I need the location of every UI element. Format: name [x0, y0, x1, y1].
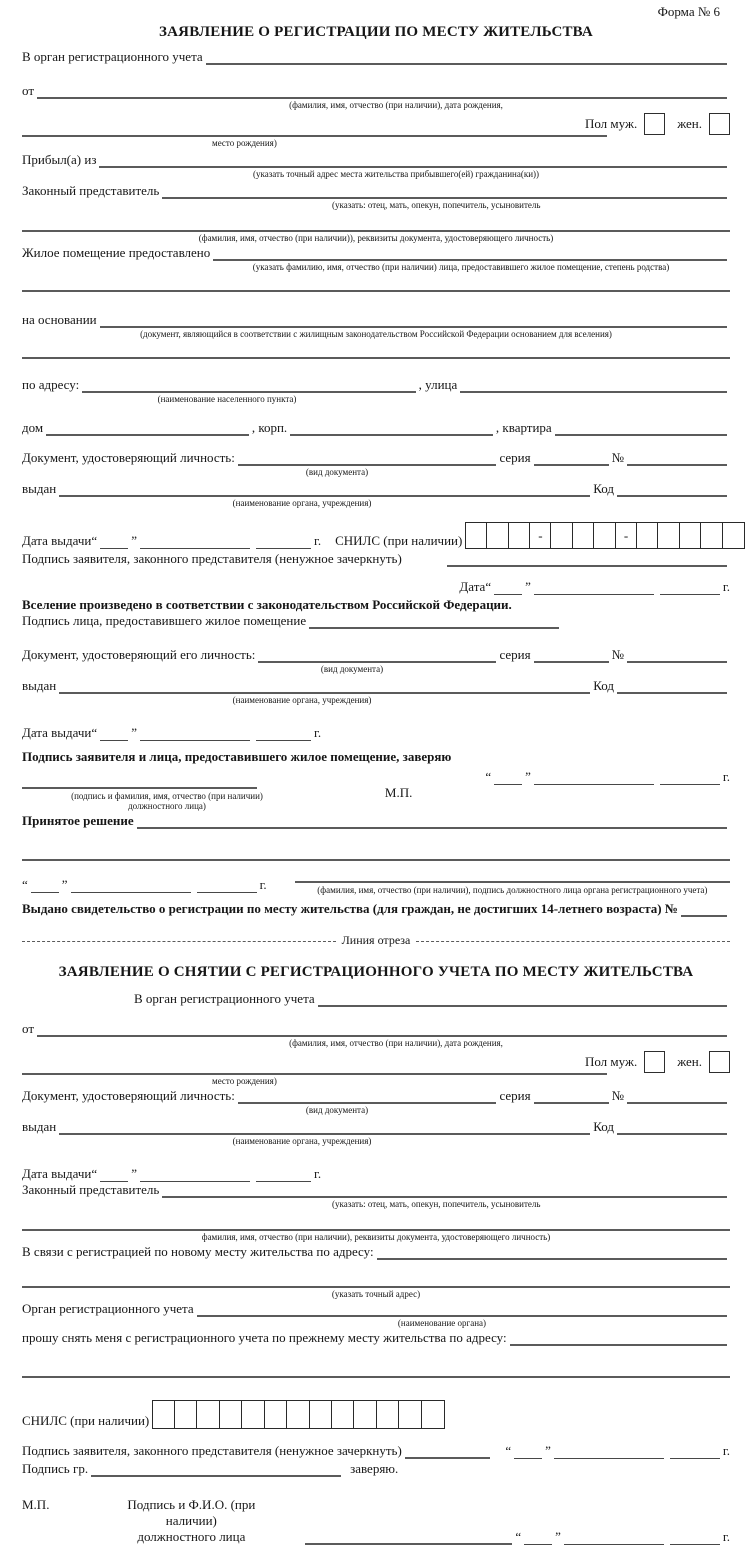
- field-month[interactable]: [554, 1454, 664, 1459]
- snils-cell[interactable]: [286, 1400, 310, 1429]
- field-new-address[interactable]: [377, 1254, 727, 1260]
- snils-cell[interactable]: [636, 522, 659, 549]
- field-registration-authority[interactable]: [206, 59, 727, 65]
- label-snils: СНИЛС (при наличии): [22, 1413, 150, 1428]
- snils-cell[interactable]: [572, 522, 595, 549]
- label-new-address: В связи с регистрацией по новому месту жительства по адресу:: [22, 1244, 374, 1259]
- row-housing-provided: [22, 245, 730, 261]
- issue-date-group: [22, 533, 321, 549]
- caption-doc-kind: (вид документа): [305, 467, 369, 477]
- caption-row: [22, 1076, 730, 1086]
- label-year-suffix: г.: [722, 769, 730, 784]
- row-certificate: [22, 901, 730, 917]
- field-day[interactable]: [31, 888, 59, 893]
- issue-date-group: [22, 1166, 321, 1182]
- quote-close: ”: [131, 533, 137, 548]
- field-basis-continuation[interactable]: [22, 353, 730, 359]
- field-applicant-name[interactable]: [37, 93, 727, 99]
- label-gender-male: Пол муж.: [584, 116, 638, 131]
- field-issued-by-2[interactable]: [59, 1129, 590, 1135]
- field-doc-number[interactable]: [627, 460, 727, 466]
- caption-official-signature-1: (подпись и фамилия, имя, отчество (при наличии): [71, 791, 263, 801]
- row-official-signature: [22, 769, 730, 811]
- field-official-signature-2[interactable]: [305, 1539, 512, 1545]
- field-series-2[interactable]: [534, 1098, 609, 1104]
- checkbox-female[interactable]: [709, 113, 730, 135]
- label-year-suffix: г.: [313, 725, 322, 740]
- label-registration-org: Орган регистрационного учета: [22, 1301, 194, 1316]
- caption-row: [22, 233, 730, 243]
- row-issued-by: [22, 481, 730, 497]
- cut-line-label: Линия отреза: [341, 933, 411, 947]
- field-month[interactable]: [534, 590, 654, 595]
- field-arrived-from[interactable]: [99, 162, 727, 168]
- quote-close: ”: [525, 769, 531, 784]
- label-year-suffix: г.: [722, 1443, 730, 1458]
- row-issue-date-2: [22, 1166, 730, 1182]
- row-snils-2: [22, 1400, 730, 1429]
- field-representative-details-2[interactable]: [22, 1225, 730, 1231]
- quote-open: “: [91, 1166, 98, 1181]
- caption-official-signature-2: должностного лица): [128, 801, 206, 811]
- field-registration-authority-2[interactable]: [318, 1001, 727, 1007]
- label-official-signature-1: Подпись и Ф.И.О. (при наличии): [127, 1497, 256, 1528]
- row-applicant: [22, 83, 730, 99]
- field-housing-continuation[interactable]: [22, 286, 730, 292]
- label-snils: СНИЛС (при наличии): [335, 533, 463, 548]
- snils-cell[interactable]: [376, 1400, 400, 1429]
- row-registration-authority: [22, 49, 730, 65]
- caption-issuing-org: (наименование органа, учреждения): [232, 498, 372, 508]
- label-house: дом: [22, 420, 44, 435]
- snils-cell[interactable]: [508, 522, 531, 549]
- label-number: №: [611, 1088, 624, 1103]
- field-provider-doc-number[interactable]: [627, 657, 727, 663]
- field-day[interactable]: [494, 780, 522, 785]
- form-number: Форма № 6: [657, 4, 720, 19]
- caption-doc-kind: (вид документа): [320, 664, 384, 674]
- snils-grid-2: [153, 1400, 444, 1429]
- caption-row: [22, 329, 730, 339]
- label-year-suffix: г.: [313, 1166, 322, 1181]
- row-provider-identity-document: [22, 647, 730, 663]
- snils-cell[interactable]: [465, 522, 488, 549]
- label-identity-document: Документ, удостоверяющий личность:: [22, 450, 235, 465]
- field-issue-month[interactable]: [140, 544, 250, 549]
- label-issued: выдан: [22, 481, 57, 496]
- row-deregistration-request: [22, 1330, 730, 1346]
- date-group: [22, 877, 267, 893]
- quote-open: “: [91, 533, 98, 548]
- snils-cell[interactable]: [264, 1400, 288, 1429]
- field-provider-issued-by[interactable]: [59, 688, 590, 694]
- label-code: Код: [593, 678, 614, 693]
- label-certify-signatures: Подпись заявителя и лица, предоставившего жилое помещение, заверяю: [22, 749, 452, 764]
- snils-cell[interactable]: [152, 1400, 176, 1429]
- row-issue-date-snils: [22, 522, 730, 549]
- row-applicant-2: [22, 1021, 730, 1037]
- label-series: серия: [499, 647, 531, 662]
- date-group: [505, 1443, 730, 1459]
- field-day[interactable]: [524, 1540, 552, 1545]
- snils-cell[interactable]: [196, 1400, 220, 1429]
- caption-row: [22, 695, 730, 705]
- row-decision-continuation: [22, 855, 730, 861]
- row-provider-issued-by: [22, 678, 730, 694]
- label-code: Код: [593, 1119, 614, 1134]
- field-day[interactable]: [494, 590, 522, 595]
- field-year[interactable]: [660, 590, 720, 595]
- field-issued-by[interactable]: [59, 491, 590, 497]
- caption-row: [22, 1136, 730, 1146]
- row-house: [22, 420, 730, 436]
- field-basis[interactable]: [100, 322, 727, 328]
- label-gender-female: жен.: [677, 116, 702, 131]
- row-housing-continuation: [22, 286, 730, 292]
- field-registration-org[interactable]: [197, 1311, 727, 1317]
- label-identity-document: Документ, удостоверяющий личность:: [22, 1088, 235, 1103]
- field-old-address-continuation[interactable]: [22, 1372, 730, 1378]
- quote-open: “: [91, 725, 98, 740]
- caption-row: [22, 664, 730, 674]
- field-birthplace-2[interactable]: [22, 1069, 607, 1075]
- caption-fio-dob: (фамилия, имя, отчество (при наличии), дата рождения,: [289, 1038, 503, 1048]
- row-address: [22, 377, 730, 393]
- field-year[interactable]: [660, 780, 720, 785]
- row-certify-signatures: [22, 749, 730, 765]
- caption-row: [22, 1038, 730, 1048]
- field-old-address[interactable]: [510, 1340, 727, 1346]
- field-applicant-signature[interactable]: [447, 561, 727, 567]
- caption-representative-doc: фамилия, имя, отчество (при наличии), реквизиты документа, удостоверяющего личность): [201, 1232, 551, 1242]
- cut-line: [22, 933, 730, 948]
- snils-cell[interactable]: [331, 1400, 355, 1429]
- row-legal-representative-2: [22, 1182, 730, 1198]
- field-official-signature[interactable]: [22, 783, 257, 789]
- caption-row: [22, 467, 730, 477]
- label-housing-provided: Жилое помещение предоставлено: [22, 245, 211, 260]
- title-deregistration: ЗАЯВЛЕНИЕ О СНЯТИИ С РЕГИСТРАЦИОННОГО УЧЕТА ПО МЕСТУ ЖИТЕЛЬСТВА: [58, 964, 694, 980]
- field-series[interactable]: [534, 460, 609, 466]
- field-provider-series[interactable]: [534, 657, 609, 663]
- caption-row: [22, 262, 730, 272]
- label-issue-date: Дата выдачи: [22, 725, 92, 740]
- snils-cell[interactable]: [593, 522, 616, 549]
- date-group: [459, 579, 730, 595]
- field-new-address-continuation[interactable]: [22, 1282, 730, 1288]
- issue-date-group: [22, 725, 321, 741]
- field-applicant-name-2[interactable]: [37, 1031, 727, 1037]
- label-building: , корп.: [251, 420, 288, 435]
- field-provider-doc-kind[interactable]: [258, 657, 496, 663]
- caption-row: [22, 498, 730, 508]
- field-month[interactable]: [564, 1540, 664, 1545]
- checkbox-male[interactable]: [644, 113, 665, 135]
- caption-row: [22, 1289, 730, 1299]
- snils-cell[interactable]: [241, 1400, 265, 1429]
- label-date: Дата: [459, 579, 486, 594]
- label-stamp-place: М.П.: [22, 1497, 50, 1512]
- field-month[interactable]: [534, 780, 654, 785]
- caption-arrived-address: (указать точный адрес места жительства прибывшего(ей) гражданина(ки)): [252, 169, 540, 179]
- field-building[interactable]: [290, 430, 493, 436]
- caption-issuing-org: (наименование органа, учреждения): [232, 1136, 372, 1146]
- field-apartment[interactable]: [555, 430, 727, 436]
- label-official-signature-2: должностного лица: [137, 1529, 246, 1544]
- label-issue-date: Дата выдачи: [22, 533, 92, 548]
- field-provider-signature[interactable]: [309, 623, 559, 629]
- date-group: [485, 769, 730, 785]
- date-group: [515, 1529, 730, 1545]
- label-address: по адресу:: [22, 377, 80, 392]
- row-basis-continuation: [22, 353, 730, 359]
- field-issue-day[interactable]: [100, 736, 128, 741]
- caption-row: [22, 100, 730, 110]
- caption-representative-type: (указать: отец, мать, опекун, попечитель, усыновитель: [332, 200, 541, 210]
- quote-close: ”: [131, 725, 137, 740]
- label-code: Код: [593, 481, 614, 496]
- row-issued-by-2: [22, 1119, 730, 1135]
- row-applicant-signature: [22, 551, 730, 567]
- caption-exact-address: (указать точный адрес): [331, 1289, 421, 1299]
- label-series: серия: [499, 450, 531, 465]
- label-year-suffix: г.: [259, 877, 267, 892]
- field-settlement[interactable]: [82, 387, 415, 393]
- label-street: , улица: [418, 377, 458, 392]
- snils-cell-dash: -: [529, 522, 552, 549]
- caption-row: [22, 200, 730, 210]
- caption-housing-provider: (указать фамилию, имя, отчество (при наличии) лица, предоставившего жилое помещение, степень родства): [252, 262, 670, 272]
- row-legal-representative: [22, 183, 730, 199]
- row-arrived-from: [22, 152, 730, 168]
- field-legal-representative-2[interactable]: [162, 1192, 727, 1198]
- row-registration-authority-2: [22, 991, 730, 1007]
- field-doc-number-2[interactable]: [627, 1098, 727, 1104]
- label-number: №: [611, 450, 624, 465]
- caption-birthplace: место рождения): [212, 138, 277, 148]
- label-apartment: , квартира: [495, 420, 552, 435]
- quote-close: ”: [555, 1529, 561, 1544]
- caption-registrar-signature: (фамилия, имя, отчество (при наличии), подпись должностного лица органа регистрационного учета): [317, 885, 708, 895]
- field-certificate-number[interactable]: [681, 911, 727, 917]
- snils-cell[interactable]: [421, 1400, 445, 1429]
- cut-dashes-left: [22, 941, 336, 942]
- label-legal-representative: Законный представитель: [22, 183, 160, 198]
- label-citizen-signature: Подпись гр.: [22, 1461, 89, 1476]
- cut-dashes-right: [416, 941, 730, 942]
- caption-row: [22, 1199, 730, 1209]
- row-decision: [22, 813, 730, 829]
- field-registrar-signature[interactable]: [295, 877, 730, 883]
- field-day[interactable]: [514, 1454, 542, 1459]
- label-from: от: [22, 83, 35, 98]
- checkbox-female-2[interactable]: [709, 1051, 730, 1073]
- label-applicant-signature: Подпись заявителя, законного представителя (ненужное зачеркнуть): [22, 1443, 402, 1458]
- title-registration: ЗАЯВЛЕНИЕ О РЕГИСТРАЦИИ ПО МЕСТУ ЖИТЕЛЬСТВА: [159, 24, 593, 40]
- caption-row: [22, 138, 730, 148]
- label-issue-date: Дата выдачи: [22, 1166, 92, 1181]
- field-decision[interactable]: [137, 823, 727, 829]
- row-old-address-continuation: [22, 1372, 730, 1378]
- field-month[interactable]: [71, 888, 191, 893]
- field-issue-year[interactable]: [256, 736, 311, 741]
- row-representative-continuation: [22, 226, 730, 232]
- label-gender-male: Пол муж.: [584, 1054, 638, 1069]
- field-year[interactable]: [197, 888, 257, 893]
- row-identity-document: [22, 450, 730, 466]
- quote-open: “: [22, 877, 28, 892]
- quote-close: ”: [131, 1166, 137, 1181]
- quote-close: ”: [61, 877, 68, 892]
- caption-birthplace: место рождения): [212, 1076, 277, 1086]
- label-provider-signature: Подпись лица, предоставившего жилое помещение: [22, 613, 307, 628]
- field-issue-month[interactable]: [140, 736, 250, 741]
- caption-row: [22, 169, 730, 179]
- quote-open: “: [505, 1443, 512, 1458]
- label-year-suffix: г.: [722, 579, 730, 594]
- snils-cell[interactable]: [398, 1400, 422, 1429]
- field-code[interactable]: [617, 491, 727, 497]
- snils-cell[interactable]: [550, 522, 573, 549]
- row-official-date: [22, 877, 730, 895]
- label-to-org: В орган регистрационного учета: [22, 49, 203, 64]
- field-issue-day[interactable]: [100, 544, 128, 549]
- snils-cell[interactable]: [486, 522, 509, 549]
- field-housing-provider[interactable]: [213, 255, 727, 261]
- label-year-suffix: г.: [722, 1529, 730, 1544]
- caption-basis-document: (документ, являющийся в соответствии с жилищным законодательством Российской Федерации основанием для вселения): [140, 329, 612, 339]
- label-stamp-place: М.П.: [384, 785, 413, 800]
- field-representative-details[interactable]: [22, 226, 730, 232]
- quote-close: ”: [545, 1443, 551, 1458]
- label-number: №: [611, 647, 624, 662]
- caption-settlement: (наименование населенного пункта): [157, 394, 297, 404]
- label-issued: выдан: [22, 1119, 57, 1134]
- field-street[interactable]: [460, 387, 727, 393]
- caption-issuing-org: (наименование органа, учреждения): [232, 695, 372, 705]
- snils-cell[interactable]: [219, 1400, 243, 1429]
- checkbox-male-2[interactable]: [644, 1051, 665, 1073]
- quote-open: “: [485, 579, 492, 594]
- label-arrived-from: Прибыл(а) из: [22, 152, 97, 167]
- row-official-signature-2: [22, 1497, 730, 1545]
- field-issue-year[interactable]: [256, 1177, 311, 1182]
- snils-cell[interactable]: [722, 522, 745, 549]
- row-representative-continuation-2: [22, 1225, 730, 1231]
- label-issued: выдан: [22, 678, 57, 693]
- label-series: серия: [499, 1088, 531, 1103]
- caption-row: [22, 1232, 730, 1242]
- label-gender-female: жен.: [677, 1054, 702, 1069]
- row-new-address: [22, 1244, 730, 1260]
- label-from: от: [22, 1021, 35, 1036]
- row-applicant-signature-2: [22, 1443, 730, 1459]
- snils-cell[interactable]: [657, 522, 680, 549]
- field-citizen-signature[interactable]: [91, 1471, 341, 1477]
- row-provider-signature: [22, 613, 730, 629]
- label-to-org: В орган регистрационного учета: [134, 991, 315, 1006]
- snils-cell-dash: -: [615, 522, 638, 549]
- caption-representative-type: (указать: отец, мать, опекун, попечитель, усыновитель: [332, 1199, 541, 1209]
- caption-representative-doc: (фамилия, имя, отчество (при наличии)), реквизиты документа, удостоверяющего личность): [198, 233, 554, 243]
- field-issue-year[interactable]: [256, 544, 311, 549]
- label-decision: Принятое решение: [22, 813, 134, 828]
- field-document-kind-2[interactable]: [238, 1098, 497, 1104]
- row-new-address-continuation: [22, 1282, 730, 1288]
- row-registration-org: [22, 1301, 730, 1317]
- label-certificate-issued: Выдано свидетельство о регистрации по месту жительства (для граждан, не достигших 14-летнего возраста) №: [22, 901, 678, 916]
- field-legal-representative[interactable]: [162, 193, 727, 199]
- label-year-suffix: г.: [313, 533, 322, 548]
- quote-open: “: [485, 769, 492, 784]
- row-citizen-signature: [22, 1461, 730, 1477]
- snils-cell[interactable]: [309, 1400, 333, 1429]
- caption-row: [22, 1318, 730, 1328]
- label-certify: заверяю.: [350, 1461, 399, 1476]
- row-date: [22, 579, 730, 595]
- field-year[interactable]: [670, 1540, 720, 1545]
- label-applicant-signature: Подпись заявителя, законного представителя (ненужное зачеркнуть): [22, 551, 402, 566]
- snils-cell[interactable]: [353, 1400, 377, 1429]
- label-legal-representative: Законный представитель: [22, 1182, 160, 1197]
- field-decision-continuation[interactable]: [22, 855, 730, 861]
- field-code-2[interactable]: [617, 1129, 727, 1135]
- field-applicant-signature-2[interactable]: [405, 1453, 491, 1459]
- snils-cell[interactable]: [700, 522, 723, 549]
- snils-grid: [466, 522, 744, 549]
- field-provider-code[interactable]: [617, 688, 727, 694]
- quote-open: “: [515, 1529, 522, 1544]
- snils-cell[interactable]: [679, 522, 702, 549]
- field-year[interactable]: [670, 1454, 720, 1459]
- label-occupancy-statement: Вселение произведено в соответствии с законодательством Российской Федерации.: [22, 597, 512, 612]
- field-document-kind[interactable]: [238, 460, 497, 466]
- label-provider-identity-document: Документ, удостоверяющий его личность:: [22, 647, 256, 662]
- row-provider-issue-date: [22, 725, 730, 741]
- field-birthplace[interactable]: [22, 131, 607, 137]
- row-occupancy-statement: [22, 597, 730, 613]
- caption-org-name: (наименование органа): [397, 1318, 487, 1328]
- caption-doc-kind: (вид документа): [305, 1105, 369, 1115]
- quote-close: ”: [525, 579, 531, 594]
- snils-cell[interactable]: [174, 1400, 198, 1429]
- caption-fio-dob: (фамилия, имя, отчество (при наличии), дата рождения,: [289, 100, 503, 110]
- row-basis: [22, 312, 730, 328]
- label-deregistration-request: прошу снять меня с регистрационного учета по прежнему месту жительства по адресу:: [22, 1330, 507, 1345]
- field-house[interactable]: [46, 430, 249, 436]
- label-basis: на основании: [22, 312, 97, 327]
- row-identity-document-2: [22, 1088, 730, 1104]
- caption-row: [22, 394, 730, 404]
- caption-row: [22, 1105, 730, 1115]
